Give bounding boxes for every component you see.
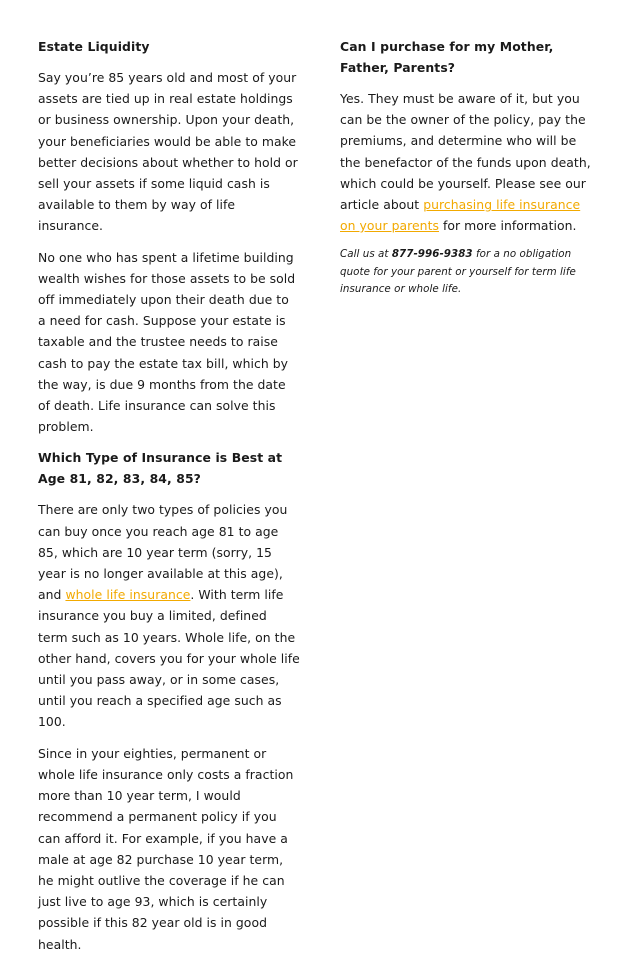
text-segment: Call us at (340, 248, 392, 261)
text-segment: for more information. (439, 218, 577, 234)
paragraph-two-policy-types (38, 499, 300, 732)
heading-which-type-insurance: Which Type of Insurance is Best at Age 81, 82, 83, 84, 85? (38, 450, 283, 487)
left-column (38, 36, 300, 965)
paragraph-parents-answer (340, 88, 595, 236)
text-segment: There are only two types of policies you can buy once you reach age 81 to age 85, which are 10 year term (sorry, 15 year is no longer available at this age), and (38, 502, 288, 603)
paragraph-permanent-recommendation: Since in your eighties, permanent or whole life insurance only costs a fraction more than 10 year term, I would recommend a permanent policy if you can afford it. For example, if you have a male at age 82 purchase 10 year term, he might outlive the coverage if he can just live to age 93, which is certainly possible if this 82 year old is in good health. (38, 745, 294, 952)
purchasing-life-insurance-parents-link[interactable]: purchasing life insurance on your parents (340, 197, 581, 234)
text-segment: Yes. They must be aware of it, but you can be the owner of the policy, pay the premiums, and determine who will be the benefactor of the funds upon death, which could be yourself. Please see our article about (340, 91, 591, 213)
paragraph-estate-liquidity: Say you’re 85 years old and most of your assets are tied up in real estate holdings or business ownership. Upon your death, your beneficiaries would be able to make better decisions about whether to hold or sell your assets if some liquid cash is available to them by way of life insurance. (38, 70, 298, 234)
call-to-action-note (340, 246, 595, 298)
right-column (340, 36, 595, 308)
text-segment: . With term life insurance you buy a limited, defined term such as 10 years. Whole life, on the other hand, covers you for your whole life until you pass away, or in some cases, until you reach a specified age such as 100. (38, 587, 300, 730)
whole-life-insurance-link[interactable]: whole life insurance (65, 587, 191, 603)
heading-estate-liquidity: Estate Liquidity (38, 39, 150, 54)
paragraph-lifetime-wealth: No one who has spent a lifetime building wealth wishes for those assets to be sold off immediately upon their death due to a need for cash. Suppose your estate is taxable and the trustee needs to raise cash to pay the estate tax bill, which by the way, is due 9 months from the date of death. Life insurance can solve this problem. (38, 249, 296, 435)
heading-purchase-for-parents: Can I purchase for my Mother, Father, Parents? (340, 39, 554, 75)
phone-number: 877-996-9383 (391, 248, 473, 261)
text-segment: for a no obligation quote for your parent or yourself for term life insurance or whole life. (340, 248, 576, 295)
